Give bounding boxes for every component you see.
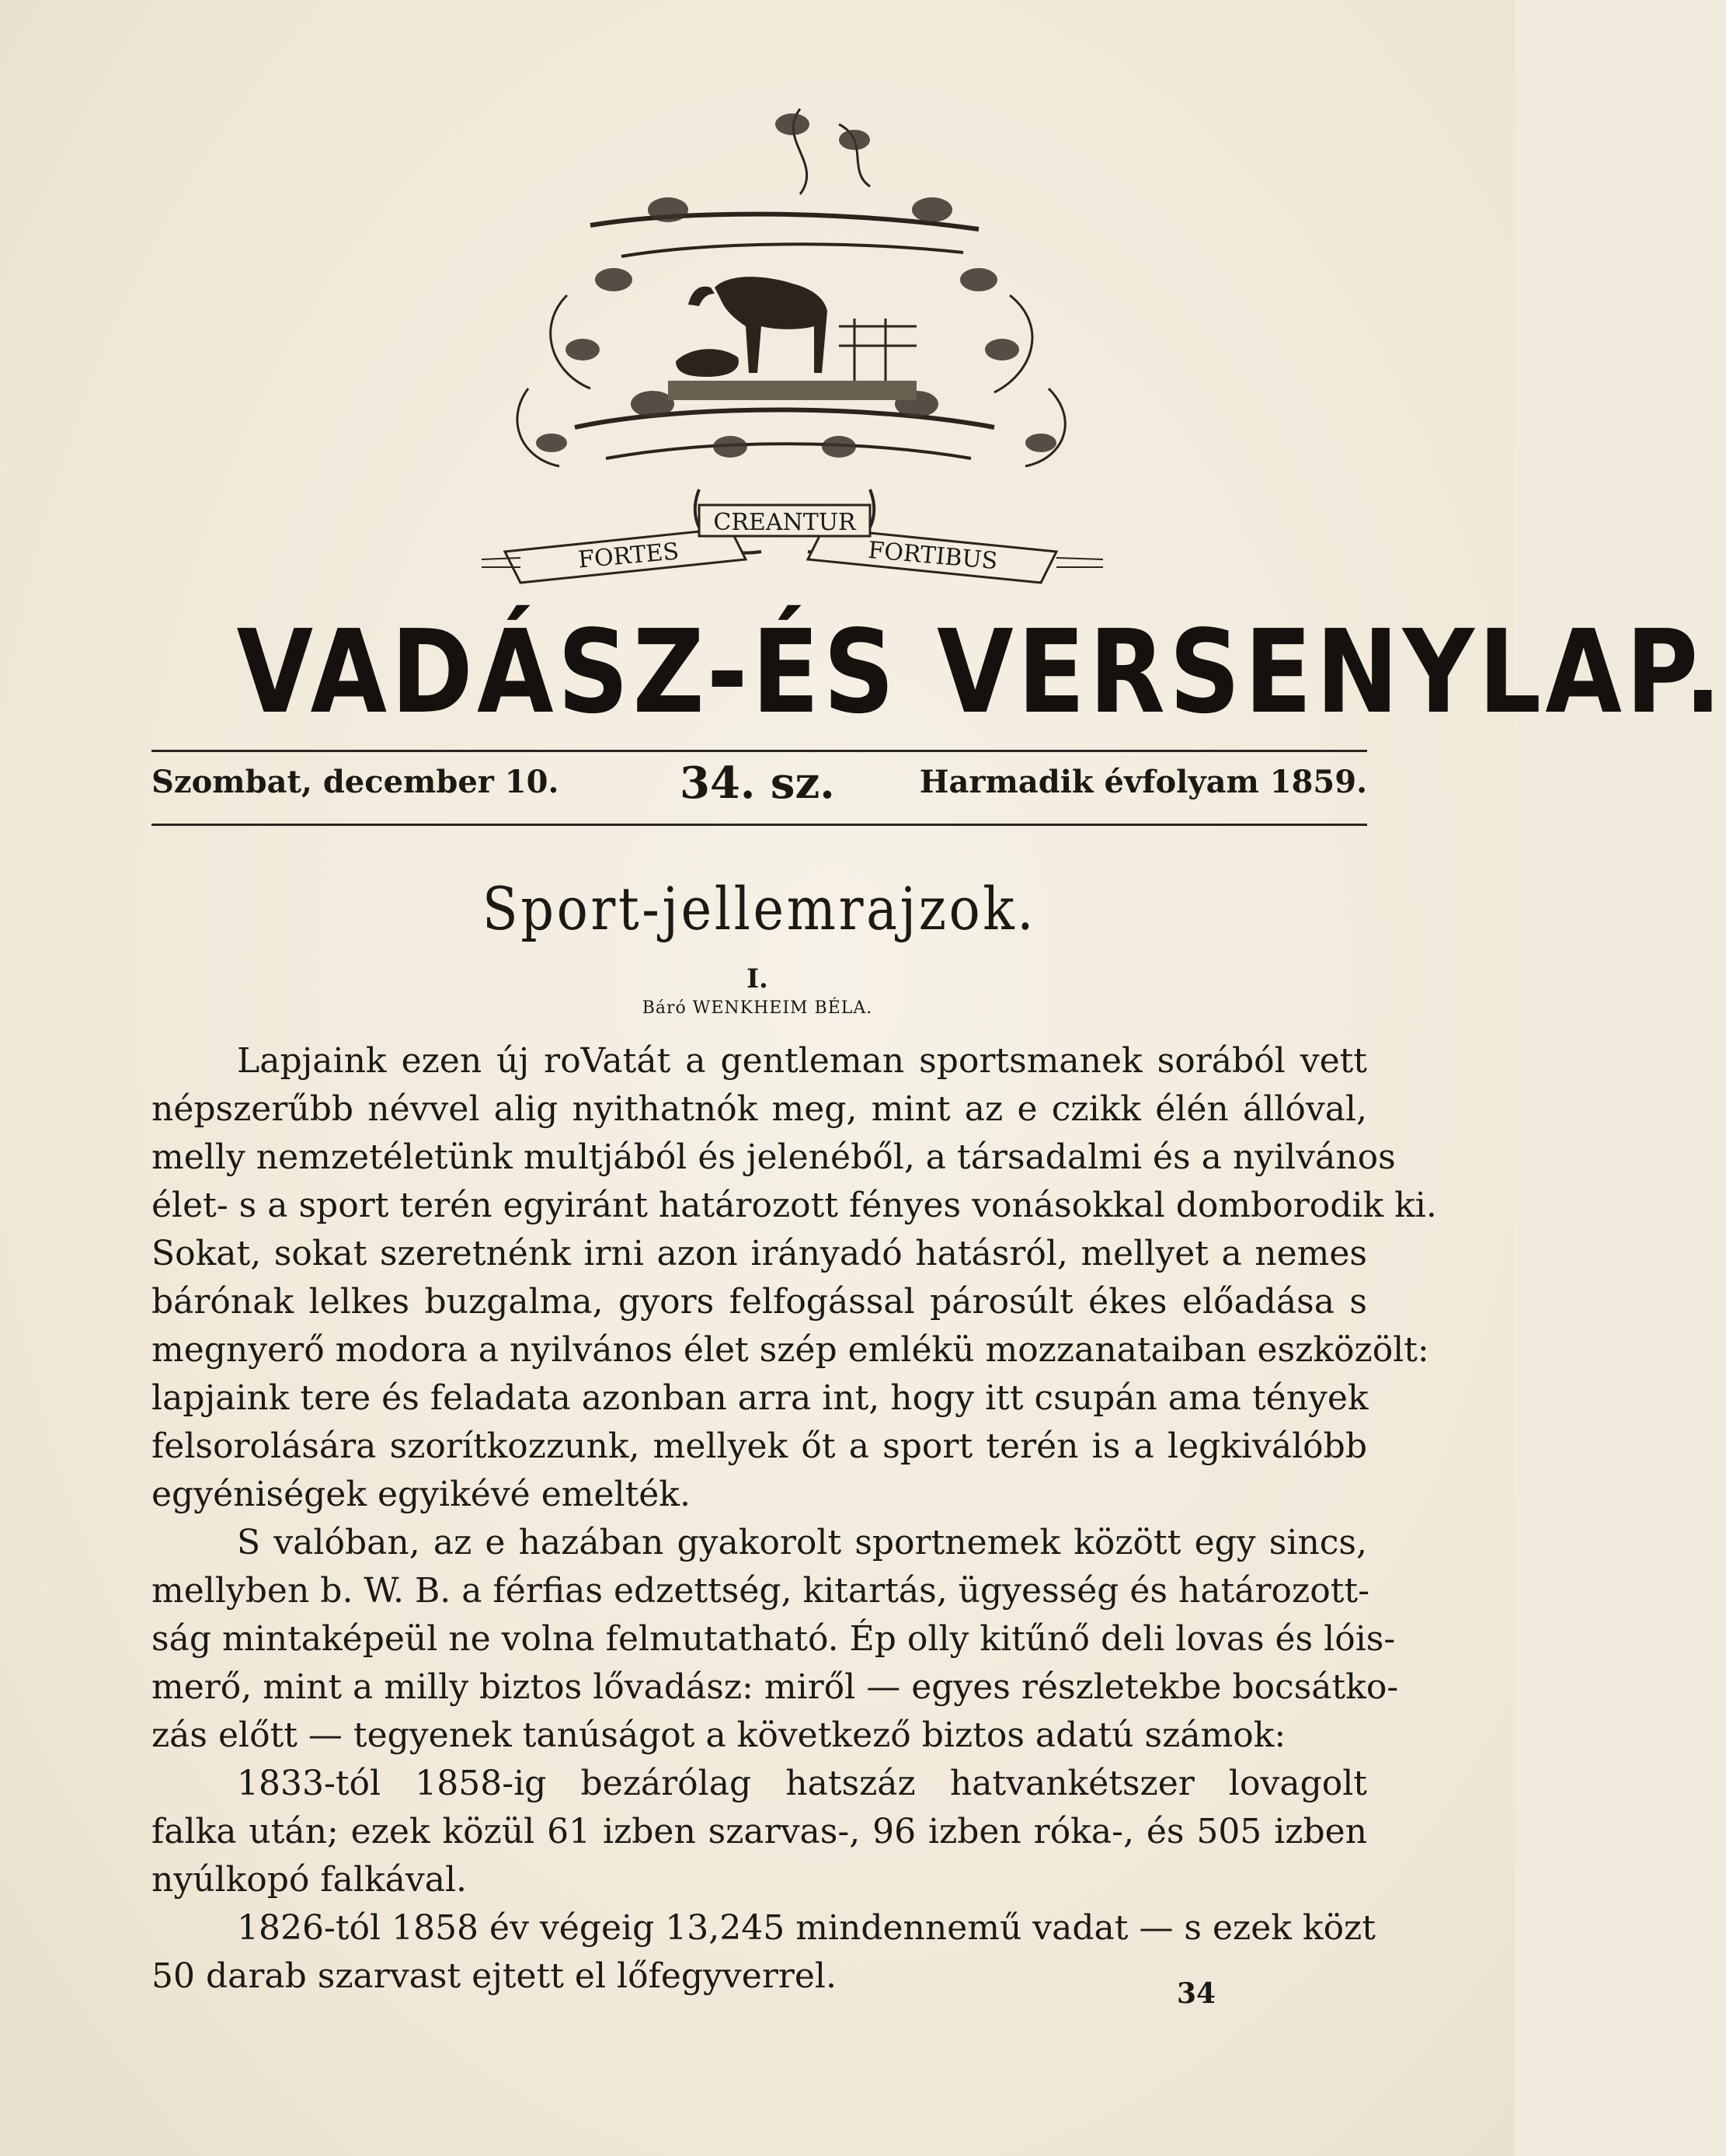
body-line: népszerűbb névvel alig nyithatnók meg, mint az e czikk élén állóval, <box>151 1089 1367 1129</box>
body-line: bárónak lelkes buzgalma, gyors felfogással párosúlt ékes előadása s <box>151 1282 1367 1322</box>
body-line: Lapjaink ezen új roVatát a gentleman sportsmanek sorából vett <box>237 1041 1367 1081</box>
dateline <box>151 758 1367 812</box>
article-byline: Báró WENKHEIM BÉLA. <box>642 998 873 1018</box>
body-line: megnyerő modora a nyilvános élet szép emlékü mozzanataiban eszközölt: <box>151 1330 1429 1370</box>
body-line: mellyben b. W. B. a férfias edzettség, kitartás, ügyesség és határozott- <box>151 1571 1369 1611</box>
article-title: Sport-jellemrajzok. <box>482 874 1037 943</box>
page-number: 34 <box>1177 1977 1216 2010</box>
body-line: lapjaink tere és feladata azonban arra int, hogy itt csupán ama tények <box>151 1378 1369 1418</box>
body-line: 50 darab szarvast ejtett el lőfegyverrel. <box>151 1956 837 1996</box>
body-line: zás előtt — tegyenek tanúságot a következő biztos adatú számok: <box>151 1715 1286 1755</box>
issue-date: Szombat, december 10. <box>151 764 559 800</box>
volume-year: Harmadik évfolyam 1859. <box>919 764 1367 800</box>
body-line: 1826-tól 1858 év végeig 13,245 mindennemű vadat — s ezek közt <box>237 1908 1376 1948</box>
body-line: melly nemzetéletünk multjából és jelenéből, a társadalmi és a nyilvános <box>151 1137 1396 1177</box>
body-line: falka után; ezek közül 61 izben szarvas-, 96 izben róka-, és 505 izben <box>151 1812 1367 1851</box>
body-line: Sokat, sokat szeretnénk irni azon irányadó hatásról, mellyet a nemes <box>151 1234 1367 1273</box>
masthead-title: VADÁSZ-ÉS VERSENYLAP. <box>236 605 1726 739</box>
vignette-illustration <box>435 93 1134 606</box>
motto-right: FORTIBUS <box>867 536 999 576</box>
section-number: I. <box>746 963 768 994</box>
body-line: egyéniségek egyikévé emelték. <box>151 1475 691 1514</box>
body-line: nyúlkopó falkával. <box>151 1860 468 1900</box>
body-line: felsorolására szorítkozzunk, mellyek őt a sport terén is a legkiválóbb <box>151 1426 1367 1466</box>
dateline-rule <box>151 824 1367 826</box>
body-line: élet- s a sport terén egyiránt határozott fényes vonásokkal domborodik ki. <box>151 1186 1437 1225</box>
body-line: ság mintaképeül ne volna felmutatható. Ép olly kitűnő deli lovas és lóis- <box>151 1619 1396 1659</box>
masthead-rule <box>151 750 1367 752</box>
motto-left: FORTES <box>576 538 680 574</box>
body-line: merő, mint a milly biztos lővadász: miről — egyes részletekbe bocsátko- <box>151 1667 1399 1707</box>
body-line: 1833-tól 1858-ig bezárólag hatszáz hatvankétszer lovagolt <box>237 1764 1367 1803</box>
issue-number: 34. sz. <box>680 758 835 809</box>
motto-center: CREANTUR <box>713 509 856 536</box>
body-line: S valóban, az e hazában gyakorolt sportnemek között egy sincs, <box>237 1523 1367 1562</box>
